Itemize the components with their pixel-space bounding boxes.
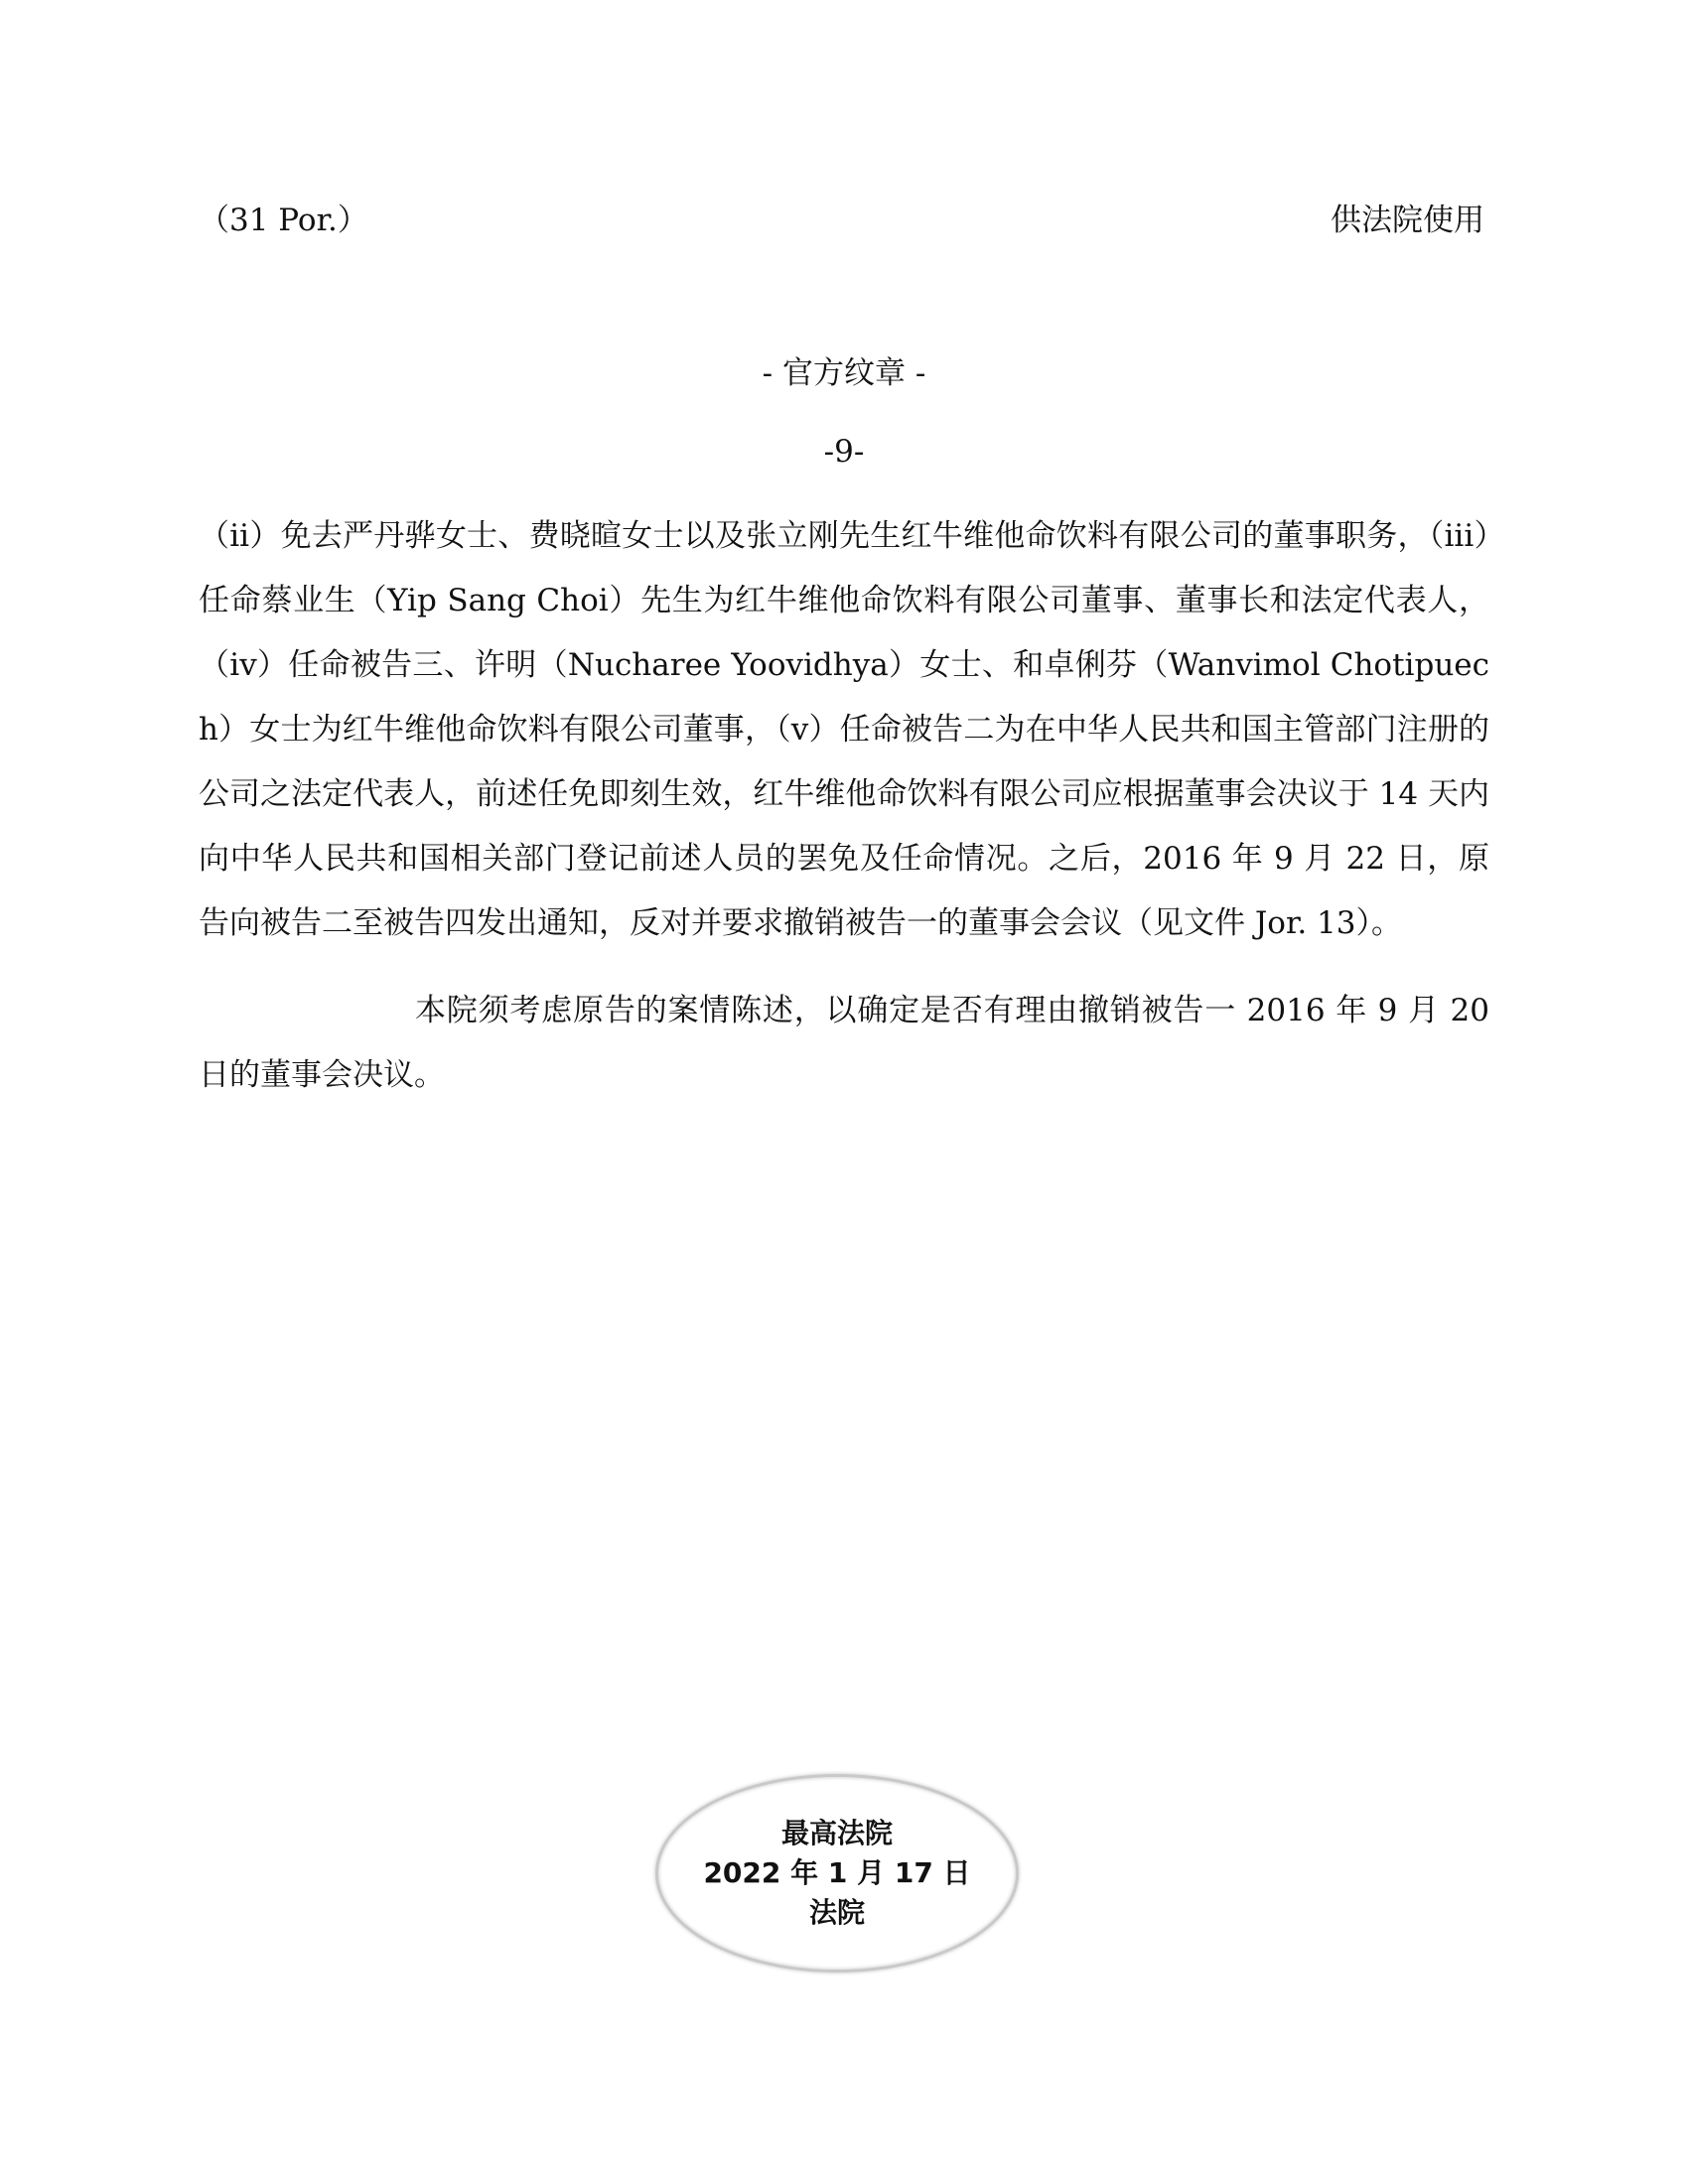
official-emblem-caption: - 官方纹章 - bbox=[762, 355, 926, 391]
document-body bbox=[199, 504, 1489, 1108]
seal-label: 法院 bbox=[808, 1896, 865, 1929]
seal-court-name: 最高法院 bbox=[780, 1817, 893, 1849]
court-use-label: 供法院使用 bbox=[1331, 203, 1484, 238]
court-seal-stamp bbox=[655, 1774, 1019, 1973]
seal-date: 2022 年 1 月 17 日 bbox=[703, 1856, 971, 1889]
paragraph-court-consideration: 本院须考虑原告的案情陈述，以确定是否有理由撤销被告一 2016 年 9 月 20 日的董事会决议。 bbox=[199, 993, 1489, 1093]
paragraph-appointments: （ii）免去严丹骅女士、费晓暄女士以及张立刚先生红牛维他命饮料有限公司的董事职务，（iii）任命蔡业生（Yip Sang Choi）先生为红牛维他命饮料有限公司董事、董事长和法定代表人，（iv）任命被告三、许明（Nucharee Yoovidhya）女士、和卓俐芬（Wanvimol Chotipuech）女士为红牛维他命饮料有限公司董事，（v）任命被告二为在中华人民共和国主管部门注册的公司之法定代表人，前述任免即刻生效，红牛维他命饮料有限公司应根据董事会决议于 14 天内向中华人民共和国相关部门登记前述人员的罢免及任命情况。之后，2016 年 9 月 22 日，原告向被告二至被告四发出通知，反对并要求撤销被告一的董事会会议（见文件 Jor. 13）。 bbox=[199, 518, 1489, 941]
page-number: -9- bbox=[823, 434, 865, 470]
document-reference: （31 Por.） bbox=[199, 203, 368, 238]
